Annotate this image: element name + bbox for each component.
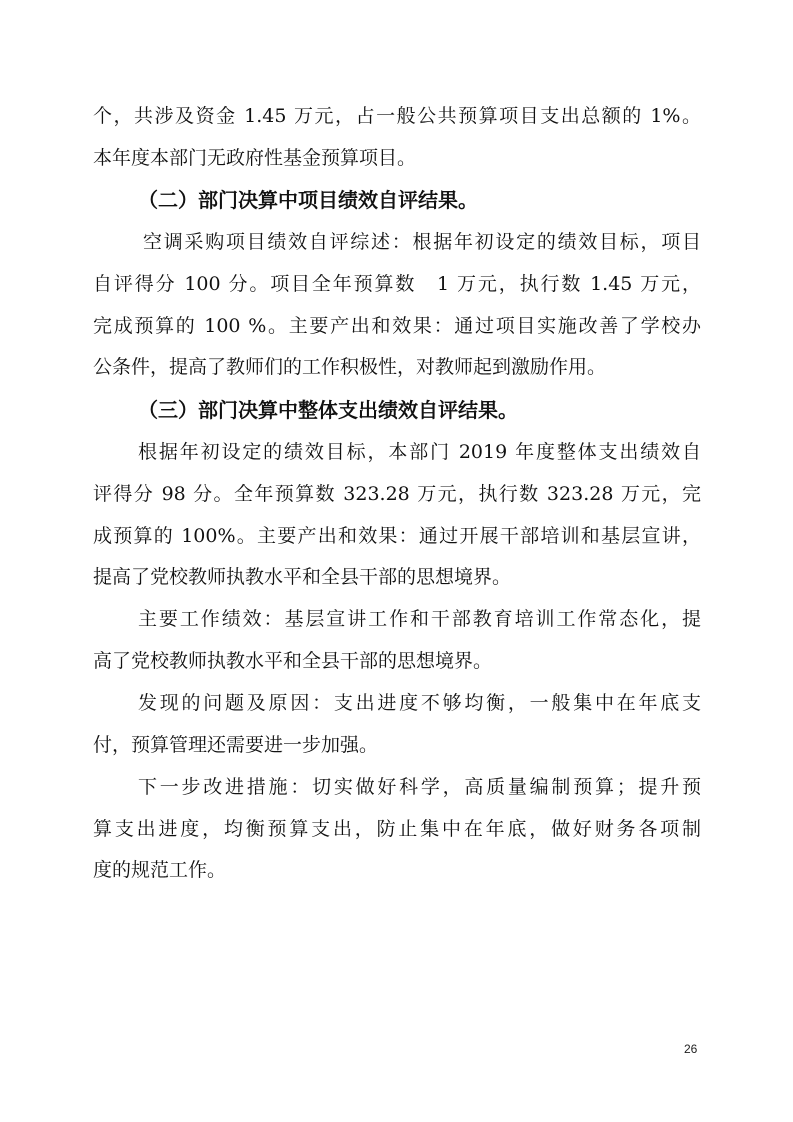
section-heading: （三）部门决算中整体支出绩效自评结果。	[138, 398, 518, 422]
intro-line: 本年度本部门无政府性基金预算项目。	[93, 147, 417, 169]
paragraph-line: 评得分 98 分。全年预算数 323.28 万元，执行数 323.28 万元，完	[93, 483, 701, 505]
paragraph-line: 公条件，提高了教师们的工作积极性，对教师起到激励作用。	[93, 356, 607, 378]
paragraph-line: 主要工作绩效：基层宣讲工作和干部教育培训工作常态化，提	[138, 608, 701, 630]
paragraph-line: 完成预算的 100 %。主要产出和效果：通过项目实施改善了学校办	[93, 315, 701, 337]
paragraph-line: 付，预算管理还需要进一步加强。	[93, 734, 379, 756]
paragraph-line: 成预算的 100%。主要产出和效果：通过开展干部培训和基层宣讲，	[93, 525, 701, 547]
paragraph-line: 根据年初设定的绩效目标，本部门 2019 年度整体支出绩效自	[138, 441, 701, 463]
paragraph-line: 提高了党校教师执教水平和全县干部的思想境界。	[93, 566, 512, 588]
paragraph-line: 发现的问题及原因：支出进度不够均衡，一般集中在年底支	[138, 692, 701, 714]
paragraph-line: 自评得分 100 分。项目全年预算数 1 万元，执行数 1.45 万元，	[93, 273, 701, 295]
paragraph-line: 空调采购项目绩效自评综述：根据年初设定的绩效目标，项目	[143, 231, 701, 253]
section-heading: （二）部门决算中项目绩效自评结果。	[138, 188, 478, 212]
paragraph-line: 算支出进度，均衡预算支出，防止集中在年底，做好财务各项制	[93, 818, 701, 840]
intro-line: 个，共涉及资金 1.45 万元，占一般公共预算项目支出总额的 1%。	[93, 105, 701, 127]
paragraph-line: 高了党校教师执教水平和全县干部的思想境界。	[93, 650, 493, 672]
paragraph-line: 下一步改进措施：切实做好科学，高质量编制预算；提升预	[138, 776, 701, 798]
paragraph-line: 度的规范工作。	[93, 859, 227, 881]
page-number: 26	[684, 1042, 698, 1056]
